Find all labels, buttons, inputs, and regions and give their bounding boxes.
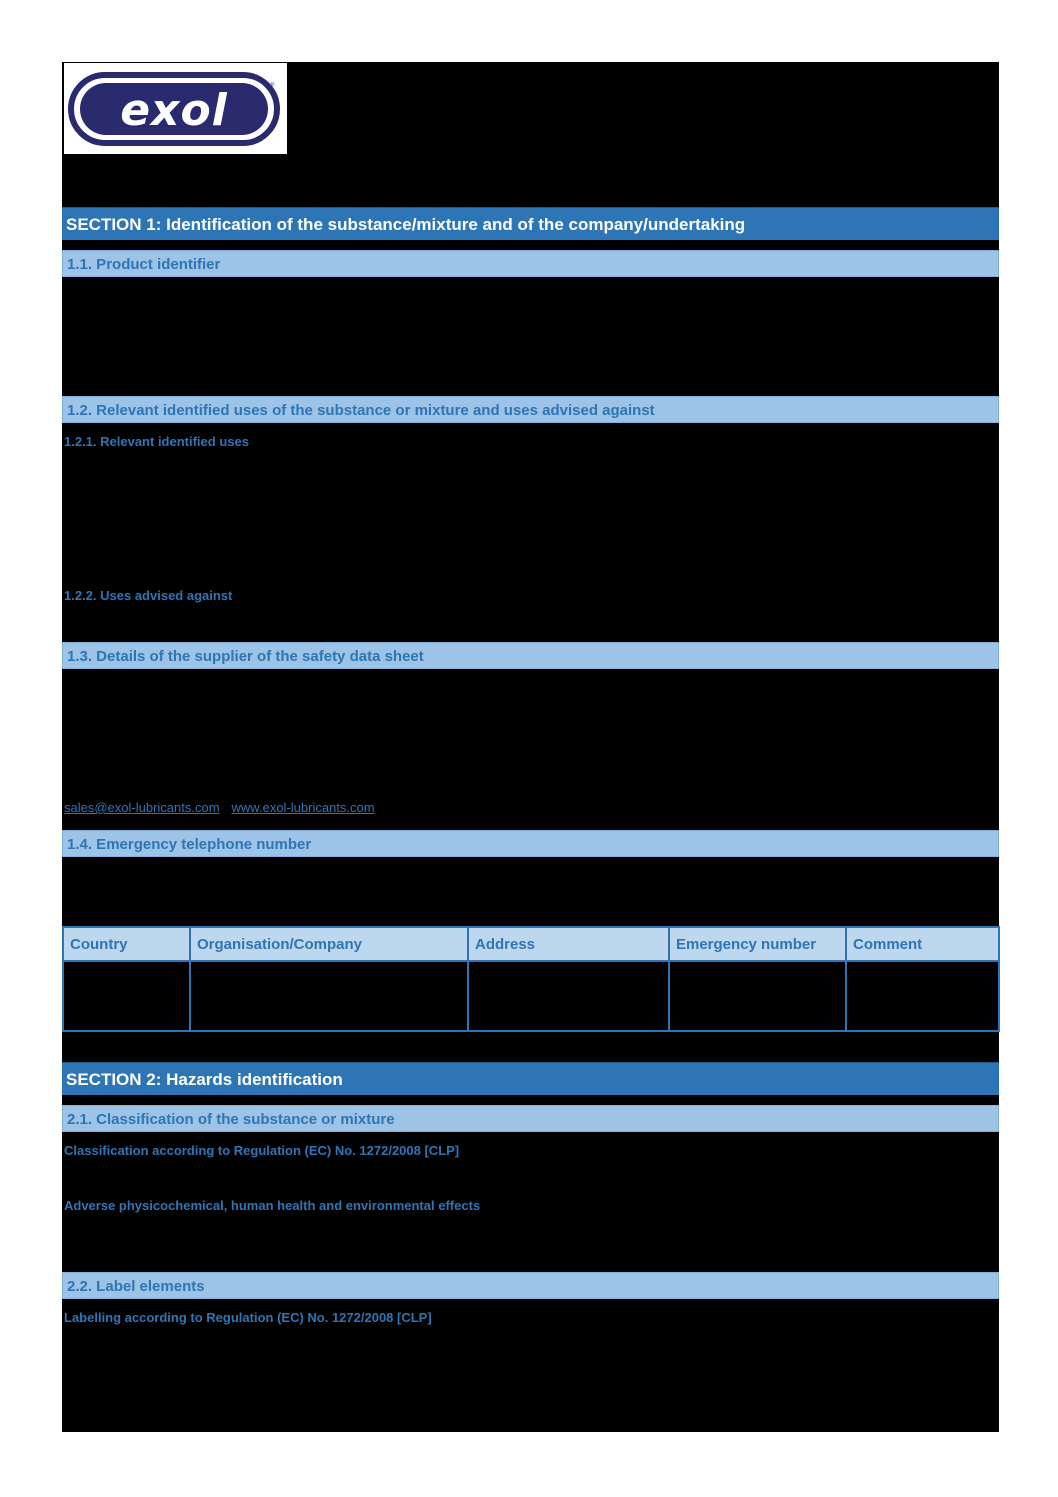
table-cell <box>63 961 190 1031</box>
section-1-header: SECTION 1: Identification of the substance/mixture and of the company/undertaking <box>62 207 999 240</box>
column-header-comment: Comment <box>846 927 999 961</box>
subsection-1-2-header: 1.2. Relevant identified uses of the substance or mixture and uses advised against <box>62 396 999 423</box>
subsection-1-1-header: 1.1. Product identifier <box>62 250 999 277</box>
uses-advised-against-label: 1.2.2. Uses advised against <box>64 588 233 603</box>
table-cell <box>846 961 999 1031</box>
column-header-organisation: Organisation/Company <box>190 927 468 961</box>
table-cell <box>669 961 846 1031</box>
section-2-header: SECTION 2: Hazards identification <box>62 1062 999 1095</box>
column-header-country: Country <box>63 927 190 961</box>
labelling-label: Labelling according to Regulation (EC) No. 1272/2008 [CLP] <box>64 1310 432 1325</box>
table-row <box>63 961 999 1031</box>
registered-mark: ® <box>270 83 275 89</box>
exol-logo <box>64 63 287 154</box>
emergency-contacts-table <box>62 926 1000 1032</box>
subsection-1-4-header: 1.4. Emergency telephone number <box>62 830 999 857</box>
classification-label: Classification according to Regulation (EC) No. 1272/2008 [CLP] <box>64 1143 460 1158</box>
column-header-address: Address <box>468 927 669 961</box>
table-cell <box>468 961 669 1031</box>
subsection-2-2-header: 2.2. Label elements <box>62 1272 999 1299</box>
table-cell <box>190 961 468 1031</box>
exol-logo-icon <box>68 71 282 147</box>
supplier-website-link[interactable]: www.exol-lubricants.com <box>231 800 375 815</box>
supplier-email-link[interactable]: sales@exol-lubricants.com <box>64 800 220 815</box>
supplier-contact-links <box>64 800 375 815</box>
column-header-emergency-number: Emergency number <box>669 927 846 961</box>
subsection-2-1-header: 2.1. Classification of the substance or mixture <box>62 1105 999 1132</box>
identified-uses-label: 1.2.1. Relevant identified uses <box>64 434 249 449</box>
svg-text:exol: exol <box>120 85 228 136</box>
adverse-effects-label: Adverse physicochemical, human health and environmental effects <box>64 1198 481 1213</box>
table-header-row <box>63 927 999 961</box>
subsection-1-3-header: 1.3. Details of the supplier of the safety data sheet <box>62 642 999 669</box>
